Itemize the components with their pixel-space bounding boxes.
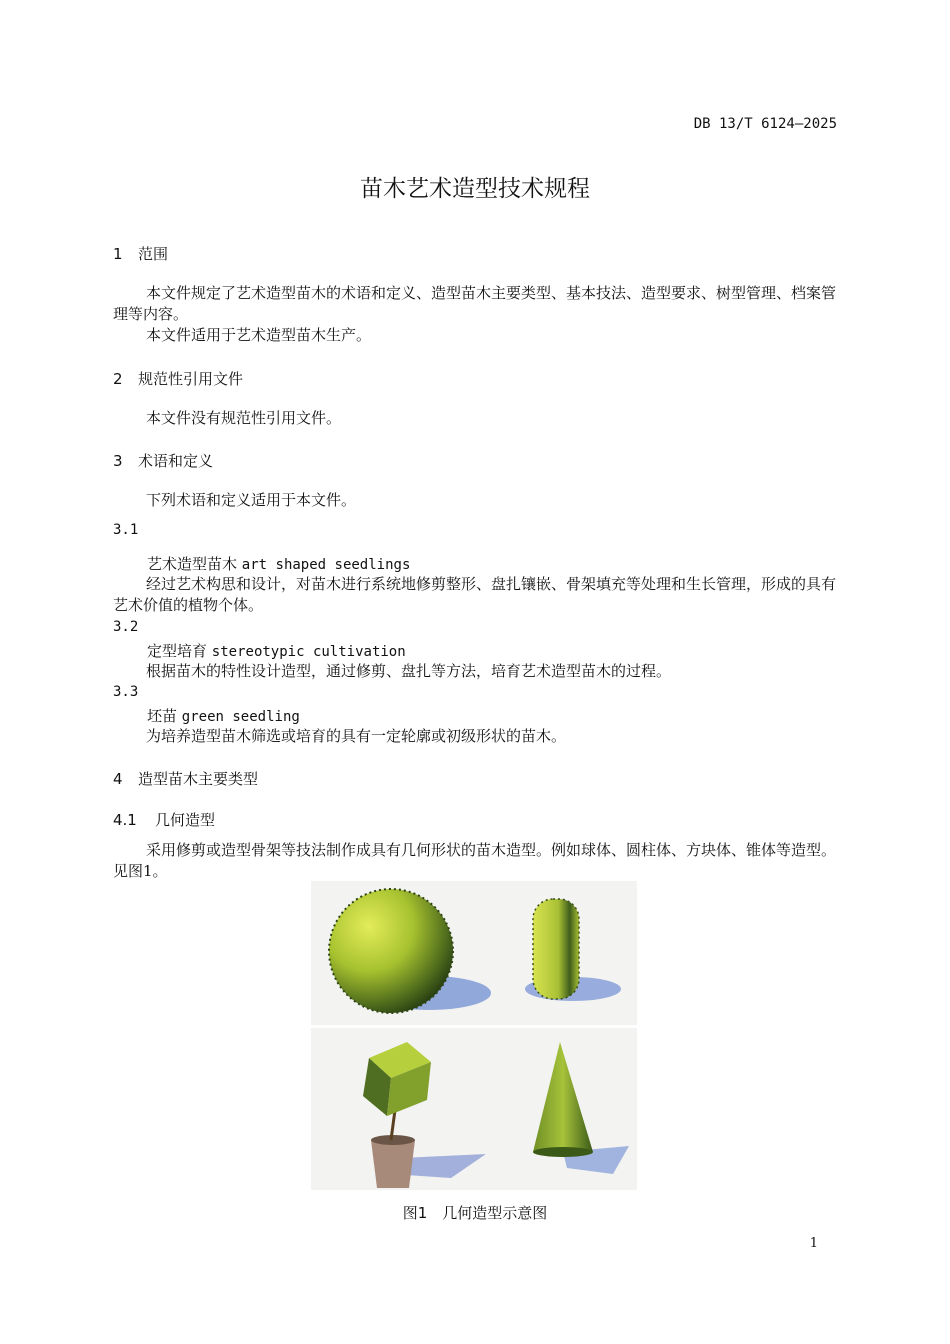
term-3-2 [147, 640, 406, 661]
term-3-2-number: 3.2 [113, 619, 139, 635]
term-en: art shaped seedlings [241, 557, 411, 573]
section-title: 造型苗木主要类型 [138, 770, 259, 788]
subsection-4-1-heading [113, 809, 215, 830]
section-number: 1 [113, 245, 123, 263]
header-doc-code: DB 13/T 6124—2025 [693, 116, 837, 132]
sphere-topiary-illustration [311, 881, 503, 1025]
section-3-heading [113, 450, 213, 471]
subsection-number: 4.1 [113, 811, 137, 829]
cube-potted-topiary-illustration [311, 1028, 503, 1190]
section-4-heading [113, 768, 258, 789]
term-en: green seedling [181, 709, 300, 725]
term-3-1 [147, 553, 410, 574]
term-3-1-definition: 经过艺术构思和设计，对苗木进行系统地修剪整形、盘扎镶嵌、骨架填充等处理和生长管理，形成的具有艺术价值的植物个体。 [113, 575, 837, 614]
doc-title: 苗木艺术造型技术规程 [360, 176, 590, 202]
term-3-1-number: 3.1 [113, 522, 139, 538]
figure-caption: 图1 几何造型示意图 [402, 1204, 548, 1222]
section-title: 术语和定义 [138, 452, 214, 470]
section-number: 2 [113, 370, 123, 388]
term-3-2-definition: 根据苗木的特性设计造型，通过修剪、盘扎等方法，培育艺术造型苗木的过程。 [146, 662, 672, 680]
section-number: 3 [113, 452, 123, 470]
term-zh: 定型培育 [147, 642, 208, 660]
term-3-3-number: 3.3 [113, 684, 139, 700]
subsection-4-1-paragraph-1: 采用修剪或造型骨架等技法制作成具有几何形状的苗木造型。例如球体、圆柱体、方块体、锥体等造型。见图1。 [113, 841, 837, 880]
cone-topiary-illustration [503, 1028, 637, 1190]
section-2-paragraph-1: 本文件没有规范性引用文件。 [146, 409, 342, 427]
cylinder-topiary-illustration [503, 881, 637, 1025]
term-zh: 坯苗 [147, 707, 178, 725]
page-number: 1 [809, 1236, 818, 1251]
section-title: 规范性引用文件 [138, 370, 244, 388]
section-1-heading [113, 243, 168, 264]
section-3-paragraph-1: 下列术语和定义适用于本文件。 [146, 491, 357, 509]
section-2-heading [113, 368, 243, 389]
term-3-3 [147, 705, 300, 726]
section-1-paragraph-1: 本文件规定了艺术造型苗木的术语和定义、造型苗木主要类型、基本技法、造型要求、树型管理、档案管理等内容。 [113, 284, 837, 323]
subsection-title: 几何造型 [155, 811, 216, 829]
term-3-3-definition: 为培养造型苗木筛选或培育的具有一定轮廓或初级形状的苗木。 [146, 727, 567, 745]
term-en: stereotypic cultivation [211, 644, 406, 660]
section-number: 4 [113, 770, 123, 788]
section-1-paragraph-2: 本文件适用于艺术造型苗木生产。 [146, 326, 372, 344]
term-zh: 艺术造型苗木 [147, 555, 238, 573]
section-title: 范围 [138, 245, 169, 263]
